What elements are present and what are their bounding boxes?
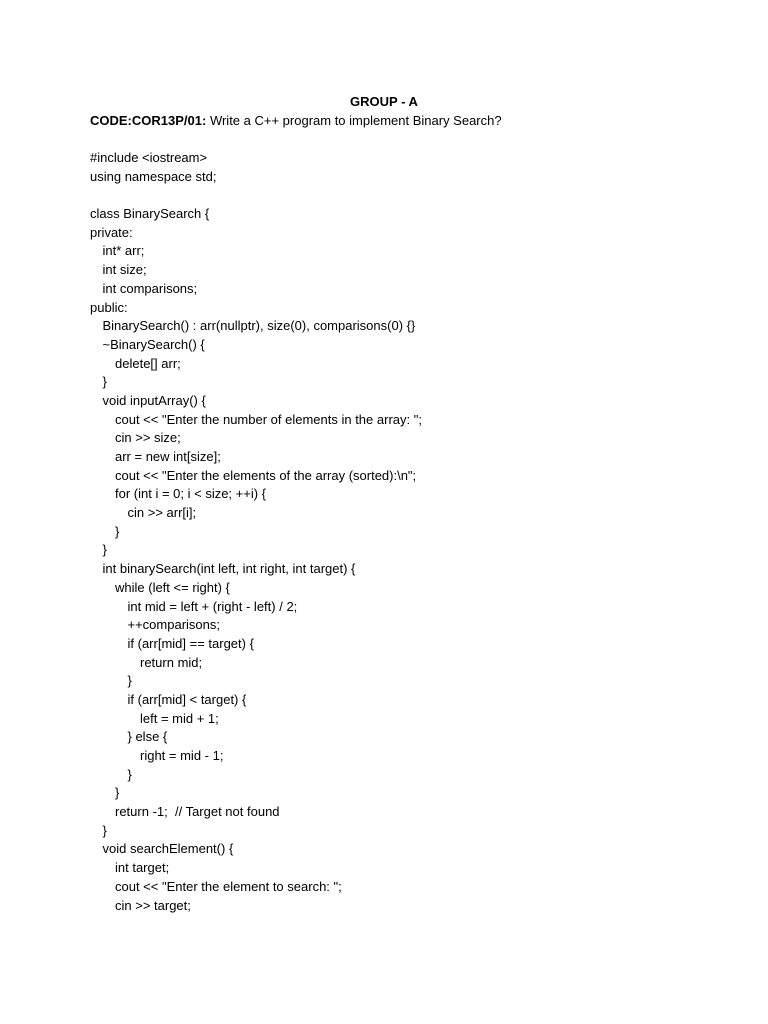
code-line: } else { (127, 729, 168, 745)
code-line: class BinarySearch { (90, 206, 210, 222)
code-line: int comparisons; (102, 280, 198, 296)
code-line: return -1; // Target not found (115, 804, 280, 820)
code-line: BinarySearch() : arr(nullptr), size(0), comparisons(0) {} (102, 318, 416, 334)
group-heading: GROUP - A (350, 94, 418, 109)
code-line: int mid = left + (right - left) / 2; (127, 598, 298, 614)
code-line: cout << "Enter the elements of the array (sorted):\n"; (115, 467, 417, 483)
code-line: private: (90, 224, 133, 240)
code-line: ++comparisons; (127, 617, 220, 633)
code-line: } (102, 542, 107, 558)
question-line (90, 112, 502, 130)
code-line: } (127, 673, 132, 689)
code-line: } (115, 523, 120, 539)
code-line: } (102, 822, 107, 838)
code-line: if (arr[mid] == target) { (127, 635, 254, 651)
code-line: cout << "Enter the number of elements in the array: "; (115, 411, 422, 427)
code-line: arr = new int[size]; (115, 449, 221, 464)
code-line: left = mid + 1; (140, 710, 219, 726)
code-line: #include <iostream> (90, 150, 208, 165)
code-line: right = mid - 1; (140, 748, 224, 763)
code-line: for (int i = 0; i < size; ++i) { (115, 486, 267, 502)
code-line: cout << "Enter the element to search: "; (115, 878, 342, 894)
code-line: } (102, 374, 107, 390)
code-line: int size; (102, 262, 147, 278)
code-line: return mid; (140, 654, 203, 670)
code-line: int* arr; (102, 243, 145, 259)
code-line: if (arr[mid] < target) { (127, 691, 247, 707)
code-line: } (115, 785, 120, 801)
code-line: void inputArray() { (102, 392, 206, 408)
code-line: } (127, 766, 132, 782)
code-line: delete[] arr; (115, 355, 181, 371)
code-line: public: (90, 299, 128, 315)
code-line: int target; (115, 860, 170, 876)
code-line: cin >> arr[i]; (127, 505, 197, 521)
code-line: int binarySearch(int left, int right, int target) { (102, 561, 356, 577)
code-listing (90, 149, 422, 915)
question-code-label: CODE:COR13P/01: (90, 113, 207, 128)
code-line: cin >> target; (115, 897, 191, 913)
code-line: while (left <= right) { (115, 579, 230, 595)
code-line (90, 186, 422, 205)
question-text: Write a C++ program to implement Binary Search? (209, 113, 502, 128)
code-line: void searchElement() { (102, 841, 234, 857)
code-line: ~BinarySearch() { (102, 336, 205, 352)
code-line: using namespace std; (90, 168, 217, 184)
code-line: cin >> size; (115, 430, 181, 446)
